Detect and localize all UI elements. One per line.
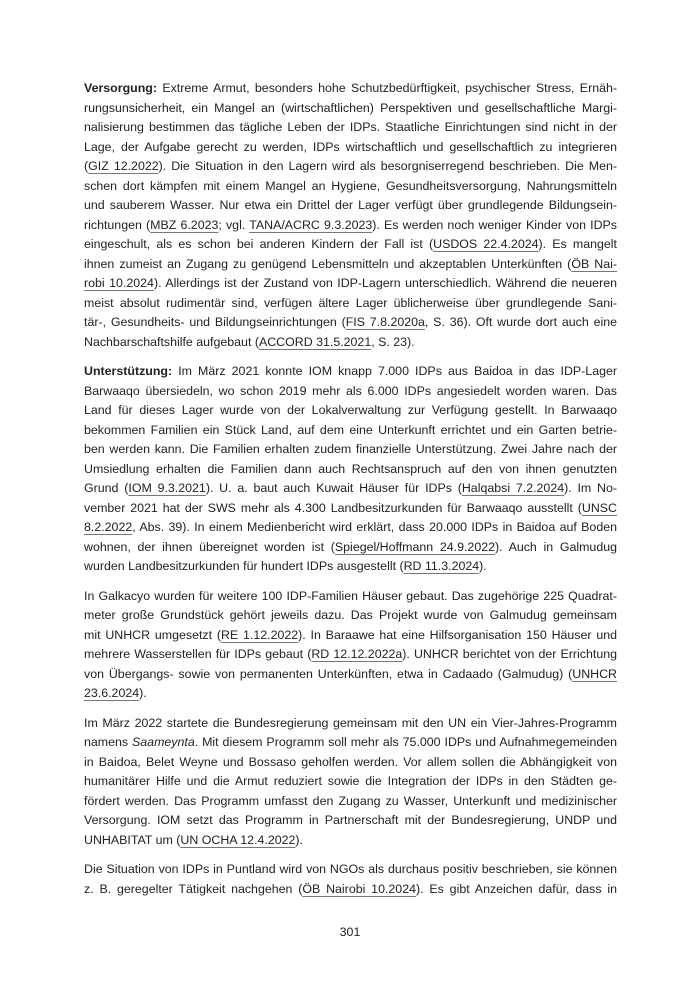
text-run: von Übergangs- sowie von permanenten Unterkünften, etwa in Cadaado (Galmudug) (	[84, 666, 573, 681]
citation-link[interactable]: RD 12.12.2022a	[311, 647, 403, 661]
text-run: ). U. a. baut auch Kuwait Häuser für IDPs (	[205, 481, 462, 495]
text-run: meter große Grundstück gehört jeweils dazu. Das Projekt wurde von Galmudug gemeinsam	[84, 608, 617, 622]
text-line	[84, 118, 617, 138]
text-run: ). Allerdings ist der Zustand von IDP-Lagern unterschiedlich. Während die neueren	[153, 276, 617, 290]
citation-link[interactable]: UN OCHA 12.4.2022	[180, 832, 296, 847]
text-run: ). Die Situation in den Lagern wird als besorgniserregend beschrieben. Die Men-	[158, 159, 617, 173]
citation-link[interactable]: robi 10.2024	[84, 276, 154, 290]
text-run: wohnen, der ihnen übereignet worden ist (	[84, 539, 335, 554]
text-run: Im März 2022 startete die Bundesregierung gemeinsam mit den UN ein Vier-Jahres-Programm	[84, 715, 617, 730]
galkacyo-paragraph	[84, 587, 617, 704]
text-run: In Galkacyo wurden für weitere 100 IDP-Familien Häuser gebaut. Das zugehörige 225 Quadrat-	[84, 588, 617, 603]
text-run: namens	[84, 735, 133, 749]
page-number: 301	[339, 925, 361, 939]
text-line	[84, 294, 617, 314]
text-line	[84, 792, 617, 812]
text-run: tär-, Gesundheits- und Bildungseinrichtungen (	[84, 315, 346, 329]
text-run: Grund (	[84, 481, 129, 495]
text-run: schen dort kämpfen mit einem Mangel an Hygiene, Gesundheitsversorgung, Nahrungsmitteln	[84, 178, 617, 193]
saameynta-paragraph	[84, 714, 617, 851]
text-run: ). Im No-	[564, 481, 618, 495]
text-run: , S. 36). Oft wurde dort auch eine	[424, 315, 618, 329]
text-run: Unterstützung:	[84, 364, 173, 378]
text-line	[84, 831, 617, 851]
text-run: ). Es gibt Anzeichen dafür, dass in	[415, 881, 617, 896]
text-line	[84, 733, 617, 753]
text-run: ). Es mangelt	[538, 237, 617, 251]
citation-link[interactable]: IOM 9.3.2021	[128, 481, 206, 495]
text-run: , Abs. 39). In einem Medienbericht wird erklärt, dass 20.000 IDPs in Baidoa auf Boden	[132, 520, 617, 534]
text-line	[84, 606, 617, 626]
text-line	[84, 99, 617, 119]
text-line	[84, 518, 617, 538]
page-content	[84, 79, 617, 909]
text-line	[84, 196, 617, 216]
text-line	[84, 177, 617, 197]
citation-link[interactable]: RD 11.3.2024	[403, 559, 480, 573]
text-line	[84, 333, 617, 353]
versorgung-paragraph	[84, 79, 617, 352]
citation-link[interactable]: TANA/ACRC 9.3.2023	[249, 217, 373, 232]
text-run: ).	[139, 686, 147, 700]
text-line	[84, 235, 617, 255]
text-line	[84, 479, 617, 499]
text-run: mehrere Wasserstellen für IDPs gebaut (	[84, 647, 312, 661]
citation-link[interactable]: Halqabsi 7.2.2024	[461, 481, 565, 495]
unterstuetzung-paragraph	[84, 362, 617, 577]
text-run: z. B. geregelter Tätigkeit nachgehen (	[84, 881, 303, 896]
text-line	[84, 313, 617, 333]
text-run: . Mit diesem Programm soll mehr als 75.000 IDPs und Aufnahmegemeinden	[194, 735, 618, 749]
text-line	[84, 362, 617, 382]
text-run: , S. 23).	[371, 334, 415, 349]
text-run: Lage, der Aufgabe gerecht zu werden, IDPs wirtschaftlich und gesellschaftlich zu integrieren	[84, 139, 617, 154]
text-run: rungsunsicherheit, ein Mangel an (wirtschaftlichen) Perspektiven und gesellschaftliche Margi-	[84, 100, 617, 115]
text-run: bekommen Familien ein Stück Land, auf dem eine Unterkunft errichtet und ein Garten betrie-	[84, 422, 617, 437]
text-run: ).	[479, 559, 487, 573]
text-line	[84, 772, 617, 792]
text-run: eingeschult, als es schon bei anderen Kindern der Fall ist (	[84, 237, 434, 251]
text-run: fördert werden. Das Programm umfasst den Zugang zu Wasser, Unterkunft und medizinischer	[84, 793, 617, 808]
text-run: Versorgung. IOM setzt das Programm in Partnerschaft mit der Bundesregierung, UNDP und	[84, 813, 617, 827]
page-footer	[0, 923, 700, 943]
text-run: Land für dieses Lager wurde von der Lokalverwaltung zur Verfügung gestellt. In Barwaaqo	[84, 403, 617, 417]
text-line	[84, 811, 617, 831]
text-run: wurden Landbesitzurkunden für hundert IDPs ausgestellt (	[84, 559, 404, 573]
text-line	[84, 499, 617, 519]
citation-link[interactable]: USDOS 22.4.2024	[433, 237, 539, 251]
text-run: meist absolut rudimentär sind, verfügen ältere Lager üblicherweise über grundlegende Sani-	[84, 295, 617, 310]
text-run: UNHABITAT um (	[84, 832, 181, 847]
text-run: ; vgl.	[218, 217, 250, 232]
text-line	[84, 860, 617, 880]
text-line	[84, 401, 617, 421]
citation-link[interactable]: UNHCR	[572, 666, 617, 681]
text-line	[84, 157, 617, 177]
text-line	[84, 538, 617, 558]
text-run: in Baidoa, Belet Weyne und Bossaso geholfen werden. Vor allem sollen die Abhängigkeit von	[84, 754, 617, 769]
text-run: und sauberem Wasser. Nur etwa ein Drittel der Lager verfügt über grundlegende Bildungsein-	[84, 198, 617, 212]
text-run: Extreme Armut, besonders hohe Schutzbedürftigkeit, psychischer Stress, Ernäh-	[156, 81, 617, 95]
citation-link[interactable]: MBZ 6.2023	[150, 217, 219, 232]
text-run: nalisierung bestimmen das tägliche Leben der IDPs. Staatliche Einrichtungen sind nicht in der	[84, 120, 617, 134]
text-run: Die Situation von IDPs in Puntland wird von NGOs als durchaus positiv beschrieben, sie können	[84, 862, 617, 876]
text-line	[84, 382, 617, 402]
text-run: Umsiedlung erhalten die Familien dann auch Rechtsanspruch auf den von ihnen genutzten	[84, 461, 617, 476]
text-run: Saameynta	[132, 735, 195, 749]
text-line	[84, 753, 617, 773]
text-run: ). UNHCR berichtet von der Errichtung	[402, 647, 618, 661]
citation-link[interactable]: 23.6.2024	[84, 686, 140, 700]
citation-link[interactable]: UNSC	[581, 500, 617, 515]
text-run: ). Es werden noch weniger Kinder von IDPs	[372, 217, 617, 232]
citation-link[interactable]: 8.2.2022	[84, 520, 133, 534]
text-line	[84, 216, 617, 236]
text-run: ).	[295, 832, 303, 847]
text-run: Im März 2021 konnte IOM knapp 7.000 IDPs aus Baidoa in das IDP-Lager	[172, 364, 617, 378]
text-line	[84, 274, 617, 294]
text-line	[84, 714, 617, 734]
text-run: ben werden kann. Die Familien erhalten zudem finanzielle Unterstützung. Zwei Jahre nach der	[84, 442, 617, 456]
citation-link[interactable]: Spiegel/Hoffmann 24.9.2022	[334, 539, 495, 554]
text-run: Nachbarschaftshilfe aufgebaut (	[84, 334, 259, 349]
citation-link[interactable]: RE 1.12.2022	[221, 627, 299, 642]
text-run: humanitärer Hilfe und die Armut reduziert sowie die Integration der IDPs in den Städten ge-	[84, 774, 617, 788]
text-line	[84, 665, 617, 685]
text-line	[84, 684, 617, 704]
text-line	[84, 460, 617, 480]
puntland-paragraph	[84, 860, 617, 899]
text-line	[84, 557, 617, 577]
text-run: mit UNHCR umgesetzt (	[84, 627, 221, 642]
text-run: (	[84, 159, 89, 173]
text-run: ). Auch in Galmudug	[495, 539, 617, 554]
text-run: Barwaaqo übersiedeln, wo schon 2019 mehr als 6.000 IDPs angesiedelt worden waren. Das	[84, 383, 617, 398]
text-line	[84, 138, 617, 158]
text-line	[84, 255, 617, 275]
text-line	[84, 587, 617, 607]
citation-link[interactable]: FIS 7.8.2020a	[345, 315, 425, 329]
text-run: ihnen zumeist an Zugang zu genügend Lebensmitteln und akzeptablen Unterkünften (	[84, 256, 572, 271]
text-run: vember 2021 hat der SWS mehr als 4.300 Landbesitzurkunden für Barwaaqo ausstellt (	[84, 500, 582, 515]
citation-link[interactable]: ÖB Nairobi 10.2024	[302, 881, 416, 896]
citation-link[interactable]: GIZ 12.2022	[88, 159, 159, 173]
citation-link[interactable]: ÖB Nai-	[571, 256, 617, 271]
text-run: Versorgung:	[84, 81, 157, 95]
text-line	[84, 421, 617, 441]
text-run: ). In Baraawe hat eine Hilfsorganisation 150 Häuser und	[298, 627, 618, 642]
text-line	[84, 880, 617, 900]
text-run: richtungen (	[84, 217, 151, 232]
text-line	[84, 440, 617, 460]
text-line	[84, 626, 617, 646]
text-line	[84, 79, 617, 99]
text-line	[84, 645, 617, 665]
citation-link[interactable]: ACCORD 31.5.2021	[258, 334, 372, 349]
